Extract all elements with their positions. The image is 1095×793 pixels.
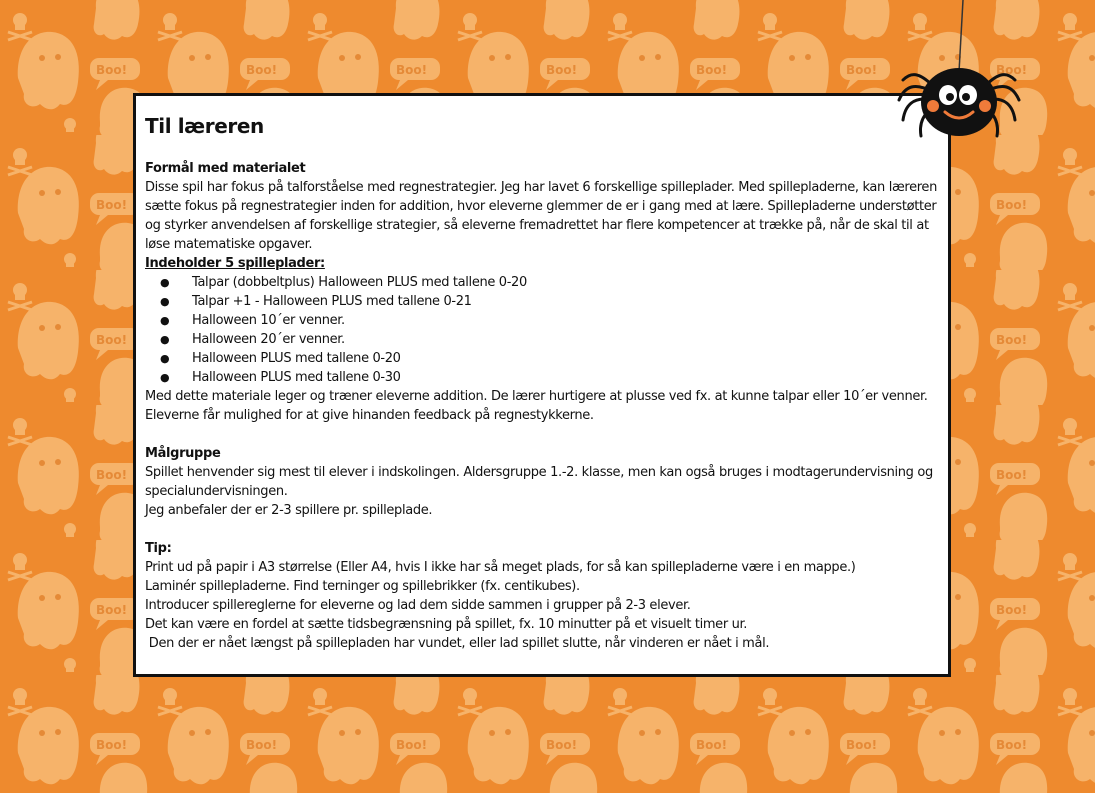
list-item: ● Halloween PLUS med tallene 0-20: [145, 349, 938, 368]
tip-line: Print ud på papir i A3 størrelse (Eller A4, hvis I ikke har så meget plads, for så kan spillepladerne være i en mappe.): [145, 560, 856, 575]
tips-heading: Tip:: [145, 541, 172, 556]
target-group-text: Jeg anbefaler der er 2-3 spillere pr. spilleplade.: [145, 503, 433, 518]
contents-text: Med dette materiale leger og træner eleverne addition. De lærer hurtigere at plusse ved fx. at kunne talpar eller 10´er venner.: [145, 389, 928, 404]
contents-text: Eleverne får mulighed for at give hinanden feedback på regnestykkerne.: [145, 408, 594, 423]
list-item: ● Halloween 20´er venner.: [145, 330, 938, 349]
list-item: ● Talpar +1 - Halloween PLUS med tallene 0-21: [145, 292, 938, 311]
target-group-heading: Målgruppe: [145, 446, 221, 461]
contents-heading: Indeholder 5 spilleplader:: [145, 256, 325, 271]
purpose-heading: Formål med materialet: [145, 161, 306, 176]
tip-line: Introducer spillereglerne for eleverne og lad dem sidde sammen i grupper på 2-3 elever.: [145, 598, 691, 613]
list-item: ● Talpar (dobbeltplus) Halloween PLUS med tallene 0-20: [145, 273, 938, 292]
target-group-text: Spillet henvender sig mest til elever i indskolingen. Aldersgruppe 1.-2. klasse, men kan også bruges i modtagerundervisning og specialundervisningen.: [145, 465, 933, 499]
game-board-list: [145, 273, 938, 387]
list-item: ● Halloween 10´er venner.: [145, 311, 938, 330]
purpose-text: Disse spil har fokus på talforståelse med regnestrategier. Jeg har lavet 6 forskellige spilleplader. Med spillepladerne, kan læreren sætte fokus på regnestrategier inden for addition, hvor eleverne glemmer de er i gang med at lære. Spillepladerne understøtter og styrker anvendelsen af forskellige strategier, så eleverne fremadrettet har flere kompetencer at trække på, når de skal til at løse matematiske opgaver.: [145, 180, 937, 252]
tip-line: Den der er nået længst på spillepladen har vundet, eller lad spillet slutte, når vinderen er nået i mål.: [145, 636, 770, 651]
tip-line: Det kan være en fordel at sætte tidsbegrænsning på spillet, fx. 10 minutter på et visuelt timer ur.: [145, 617, 748, 632]
tip-line: Laminér spillepladerne. Find terninger og spillebrikker (fx. centikubes).: [145, 579, 580, 594]
teacher-info-card: [133, 93, 951, 677]
spider-icon: [893, 0, 1033, 140]
list-item: ● Halloween PLUS med tallene 0-30: [145, 368, 938, 387]
page-title: Til læreren: [145, 114, 264, 138]
